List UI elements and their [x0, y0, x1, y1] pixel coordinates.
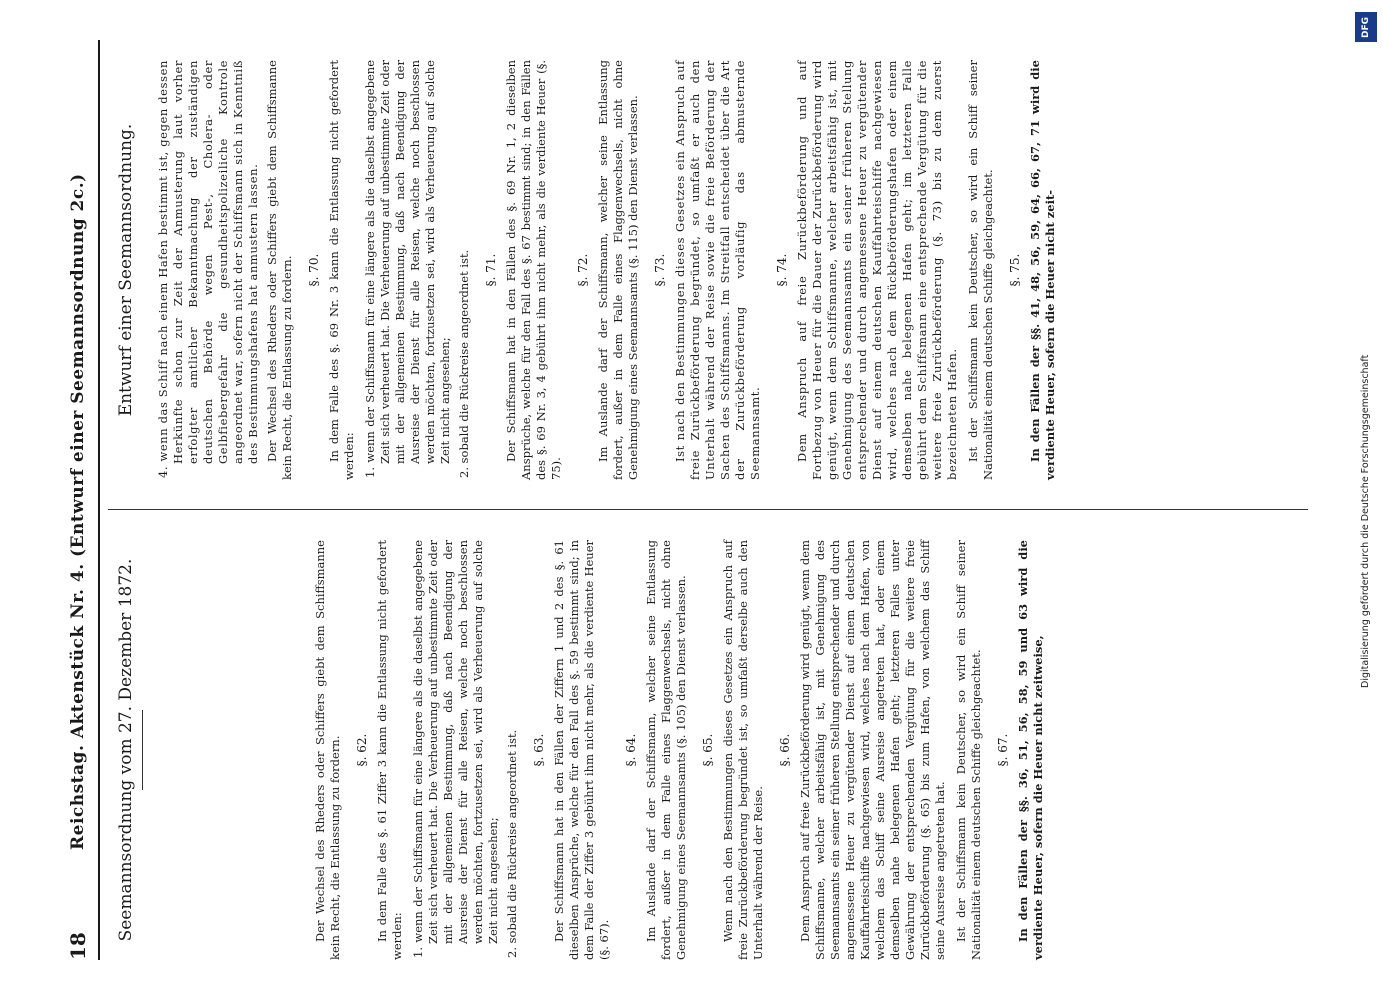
paragraph: In dem Falle des §. 61 Ziffer 3 kann die Entlassung nicht gefordert werden:	[375, 540, 404, 960]
section-heading: §. 73.	[653, 253, 667, 287]
left-column-title: Seemannsordnung vom 27. Dezember 1872.	[116, 540, 143, 960]
right-column-body	[156, 60, 1058, 480]
right-column	[108, 60, 1064, 480]
section-heading: §. 64.	[624, 733, 638, 767]
digitization-credit: Digitalisierung gefördert durch die Deutsche Forschungsgemeinschaft	[1360, 354, 1371, 688]
paragraph: Dem Anspruch auf freie Zurückbeförderung und auf Fortbezug von Heuer für die Dauer der Zurückbeförderung wird genügt, wenn dem Schiffsmanne, welcher arbeitsfähig ist, mit Genehmigung des Seemannsamts ein seiner früheren Stellung entsprechender und durch angemessene Heuer zu vergütender Dienst auf einem deutschen Kauffahrteischiffe nachgewiesen wird, welches nach dem Rückbeförderungshafen oder einem demselben nahe belegenen Hafen geht; im letzteren Falle gebührt dem Schiffsmann eine entsprechende Vergütung für die weitere freie Zurückbeförderung (§. 73) bis zu dem zuerst bezeichneten Hafen.	[795, 60, 959, 480]
paragraph: Der Wechsel des Rheders oder Schiffers giebt dem Schiffsmanne kein Recht, die Entlassung zu fordern.	[265, 60, 294, 480]
paragraph: Ist nach den Bestimmungen dieses Gesetzes ein Anspruch auf freie Zurückbeförderung begründet, so umfaßt er auch den Unterhalt während der Reise sowie die freie Beförderung der Sachen des Schiffsmanns. Im Streitfall entscheidet über die Art der Zurückbeförderung vorläufig das abmusternde Seemannsamt.	[673, 60, 762, 480]
section-heading: §. 62.	[355, 733, 369, 767]
section-heading: §. 63.	[532, 733, 546, 767]
dfg-logo: DFG	[1355, 12, 1377, 42]
section-heading: §. 72.	[576, 253, 590, 287]
list-item: 2. sobald die Rückreise angeordnet ist.	[505, 729, 519, 958]
paragraph: In dem Falle des §. 69 Nr. 3 kann die Entlassung nicht gefordert werden:	[327, 60, 356, 480]
paragraph: Dem Anspruch auf freie Zurückbeförderung wird genügt, wenn dem Schiffsmanne, welcher arbeitsfähig ist, mit Genehmigung des Seemannsamts ein seiner früheren Stellung entsprechender und durch angemessene Heuer zu vergütender Dienst auf einem deutschen Kauffahrteischiffe nachgewiesen wird, welches nach dem Hafen, von welchem das Schiff seine Ausreise angetreten hat, oder einem demselben nahe belegenen Hafen geht; letzteren Falles unter Gewährung der entsprechenden Vergütung für die weitere freie Zurückbeförderung (§. 65) bis zum Hafen, von welchem das Schiff seine Ausreise angetreten hat.	[798, 540, 947, 960]
section-heading: §. 75.	[1008, 253, 1022, 287]
left-column	[108, 540, 1052, 960]
list-item: 2. sobald die Rückreise angeordnet ist.	[457, 249, 471, 478]
page-number: 18	[66, 932, 90, 960]
paragraph: Im Auslande darf der Schiffsmann, welcher seine Entlassung fordert, außer in dem Falle eines Flaggenwechsels, nicht ohne Genehmigung eines Seemannsamts (§. 105) den Dienst verlassen.	[644, 540, 688, 960]
section-heading: §. 74.	[775, 253, 789, 287]
paragraph: Ist der Schiffsmann kein Deutscher, so wird ein Schiff seiner Nationalität einem deutschen Schiffe gleichgeachtet.	[954, 540, 983, 960]
left-column-body	[313, 540, 1046, 960]
paragraph: Wenn nach den Bestimmungen dieses Gesetzes ein Anspruch auf freie Zurückbeförderung begründet ist, so umfaßt derselbe auch den Unterhalt während der Reise.	[721, 540, 765, 960]
list-item: 4. wenn das Schiff nach einem Hafen bestimmt ist, gegen dessen Herkünfte schon zur Zeit der Anmusterung laut vorher erfolgter amtlicher Bekanntmachung der zuständigen deutschen Behörde wegen Pest-, Cholera- oder Gelbfiebergefahr die gesundheitspolizeiliche Kontrole angeordnet war, sofern nicht der Schiffsmann sich in Kenntniß des Bestimmungshafens hat anmustern lassen.	[156, 60, 260, 478]
right-column-title: Entwurf einer Seemannsordnung.	[116, 123, 136, 417]
list-item: 1. wenn der Schiffsmann für eine längere als die daselbst angegebene Zeit sich verheuert hat. Die Verheuerung auf unbestimmte Zeit oder mit der allgemeinen Bestimmung, daß nach Beendigung der Ausreise der Dienst für alle Reisen, welche noch beschlossen werden möchten, fortzusetzen sei, wird als Verheuerung auf solche Zeit nicht angesehen;	[411, 540, 500, 958]
section-heading: §. 66.	[778, 733, 792, 767]
document-page	[38, 0, 1338, 1000]
paragraph: Der Wechsel des Rheders oder Schiffers giebt dem Schiffsmanne kein Recht, die Entlassung zu fordern.	[313, 540, 342, 960]
left-top-spacer	[163, 540, 313, 960]
header-rule	[98, 40, 100, 960]
list-item: 1. wenn der Schiffsmann für eine längere als die daselbst angegebene Zeit sich verheuert hat. Die Verheuerung auf unbestimmte Zeit oder mit der allgemeinen Bestimmung, daß nach Beendigung der Ausreise der Dienst für alle Reisen, welche noch beschlossen werden möchten, fortzusetzen sei, wird als Verheuerung auf solche Zeit nicht angesehen;	[363, 60, 452, 478]
column-divider	[108, 509, 1308, 510]
paragraph: Der Schiffsmann hat in den Fällen der Ziffern 1 und 2 des §. 61 dieselben Ansprüche, welche für den Fall des §. 59 bestimmt sind; in dem Falle der Ziffer 3 gebührt ihm nicht mehr, als die verdiente Heuer (§. 67).	[552, 540, 611, 960]
paragraph: Der Schiffsmann hat in den Fällen des §. 69 Nr. 1, 2 dieselben Ansprüche, welche für den Fall des §. 67 bestimmt sind; in den Fällen des §. 69 Nr. 3, 4 gebührt ihm nicht mehr, als die verdiente Heuer (§. 75).	[504, 60, 563, 480]
paragraph: In den Fällen der §§. 36, 51, 56, 58, 59 und 63 wird die verdiente Heuer, sofern die Heuer nicht zeitweise,	[1016, 540, 1045, 960]
section-heading: §. 70.	[307, 253, 321, 287]
paragraph: Im Auslande darf der Schiffsmann, welcher seine Entlassung fordert, außer in dem Falle eines Flaggenwechsels, nicht ohne Genehmigung eines Seemannsamts (§. 115) den Dienst verlassen.	[596, 60, 640, 480]
running-header	[66, 40, 96, 960]
section-heading: §. 67.	[996, 733, 1010, 767]
section-heading: §. 71.	[484, 253, 498, 287]
paragraph: In den Fällen der §§. 41, 48, 56, 59, 64, 66, 67, 71 wird die verdiente Heuer, sofern die Heuer nicht zeit-	[1028, 60, 1057, 480]
paragraph: Ist der Schiffsmann kein Deutscher, so wird ein Schiff seiner Nationalität einem deutschen Schiffe gleichgeachtet.	[966, 60, 995, 480]
header-title: Reichstag. Aktenstück Nr. 4. (Entwurf einer Seemannsordnung 2c.)	[68, 173, 88, 850]
section-heading: §. 65.	[701, 733, 715, 767]
